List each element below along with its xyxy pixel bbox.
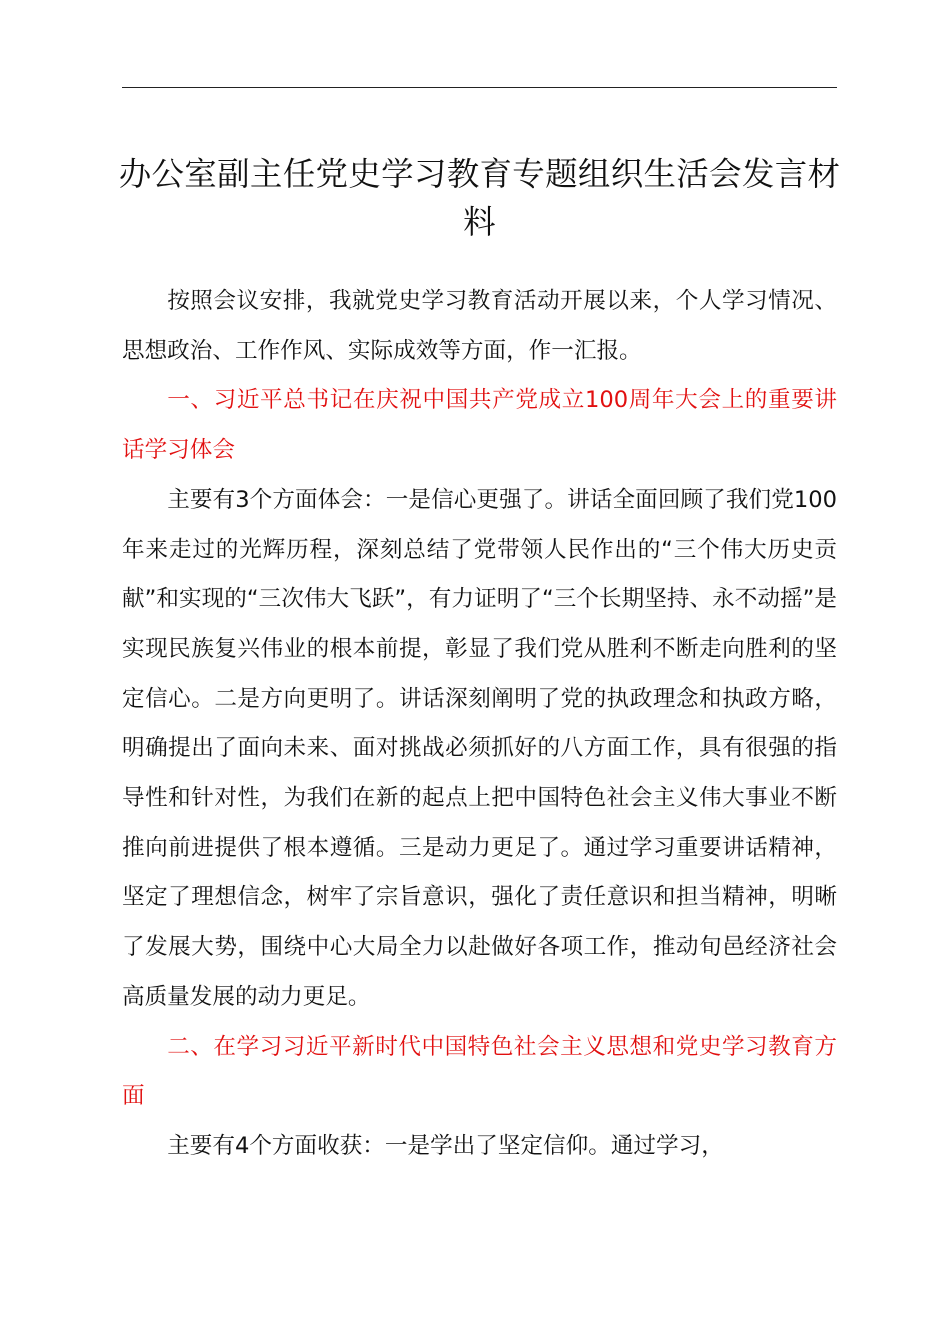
document-body xyxy=(122,277,837,1172)
section-2-body: 主要有4个方面收获：一是学出了坚定信仰。通过学习， xyxy=(167,1132,724,1159)
document-title: 办公室副主任党史学习教育专题组织生活会发言材料 xyxy=(118,155,841,241)
section-2-heading: 二、在学习习近平新时代中国特色社会主义思想和党史学习教育方面 xyxy=(122,1033,837,1110)
section-1-heading: 一、习近平总书记在庆祝中国共产党成立100周年大会上的重要讲话学习体会 xyxy=(122,387,837,464)
header-rule xyxy=(122,87,837,88)
section-1-body: 主要有3个方面体会：一是信心更强了。讲话全面回顾了我们党100年来走过的光辉历程，深刻总结了党带领人民作出的“三个伟大历史贡献”和实现的“三次伟大飞跃”，有力证明了“三个长期坚持、永不动摇”是实现民族复兴伟业的根本前提，彰显了我们党从胜利不断走向胜利的坚定信心。二是方向更明了。讲话深刻阐明了党的执政理念和执政方略，明确提出了面向未来、面对挑战必须抓好的八方面工作，具有很强的指导性和针对性，为我们在新的起点上把中国特色社会主义伟大事业不断推向前进提供了根本遵循。三是动力更足了。通过学习重要讲话精神，坚定了理想信念，树牢了宗旨意识，强化了责任意识和担当精神，明晰了发展大势，围绕中心大局全力以赴做好各项工作，推动旬邑经济社会高质量发展的动力更足。 xyxy=(122,486,837,1010)
intro-paragraph: 按照会议安排，我就党史学习教育活动开展以来，个人学习情况、思想政治、工作作风、实际成效等方面，作一汇报。 xyxy=(122,288,837,364)
